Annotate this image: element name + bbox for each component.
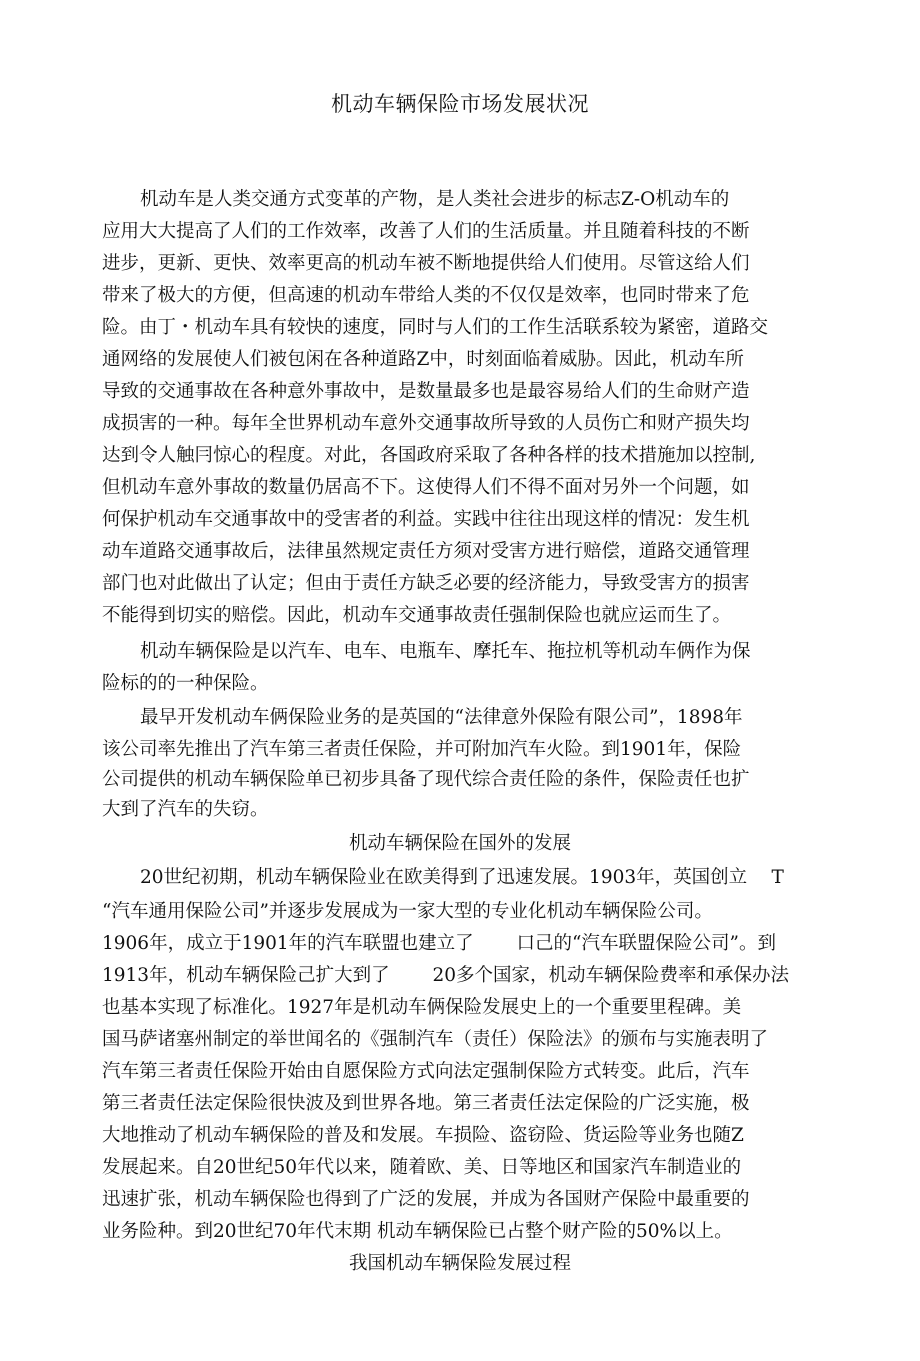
paragraph-line: 公司提供的机动车辆保险单已初步具备了现代综合责任险的条件，保险责任也扩 <box>102 769 750 790</box>
paragraph-line: 机动车辆保险是以汽车、电车、电瓶车、摩托车、拖拉机等机动车俩作为保 <box>140 641 751 662</box>
paragraph-line: 机动车是人类交通方式变革的产物，是人类社会进步的标志Z-O机动车的 <box>140 189 730 210</box>
paragraph-line: 达到令人触冃惊心的程度。对此，各国政府采取了各种各样的技术措施加以控制, <box>102 445 756 466</box>
paragraph-line: 导致的交通事故在各种意外事故中，是数量最多也是最容易给人们的生命财产造 <box>102 381 750 402</box>
document-title: 机动车辆保险市场发展状况 <box>331 92 589 116</box>
paragraph-line: 最早开发机动车俩保险业务的是英国的“法律意外保险有限公司”，1898年 <box>140 707 743 728</box>
paragraph-line: 该公司率先推出了汽车第三者责任保险，并可附加汽车火险。到1901年，保险 <box>102 739 742 760</box>
paragraph-line: 第三者责任法定保险很快波及到世界各地。第三者责任法定保险的广泛实施，极 <box>102 1093 750 1114</box>
paragraph-line: 20世纪初期，机动车辆保险业在欧美得到了迅速发展。1903年，英国创立 T <box>140 867 784 888</box>
paragraph-line: 汽车第三者责任保险开始由自愿保险方式向法定强制保险方式转变。此后，汽车 <box>102 1061 750 1082</box>
paragraph-line: 大到了汽车的失窃。 <box>102 799 269 820</box>
paragraph-line: 带来了极大的方便，但高速的机动车带给人类的不仅仅是效率，也同时带来了危 <box>102 285 750 306</box>
paragraph-line: 成损害的一种。每年全世界机动车意外交通事故所导致的人员伤亡和财产损失均 <box>102 413 750 434</box>
paragraph-line: 1906年，成立于1901年的汽车联盟也建立了 口己的“汽车联盟保险公司”。到 <box>102 933 776 954</box>
paragraph-line: 大地推动了机动车辆保险的普及和发展。车损险、盗窃险、货运险等业务也随Z <box>102 1125 744 1146</box>
paragraph-line: 国马萨诸塞州制定的举世闻名的《强制汽车（责任）保险法》的颁布与实施表明了 <box>102 1029 769 1050</box>
paragraph-line: 发展起来。自20世纪50年代以来，随着欧、美、日等地区和国家汽车制造业的 <box>102 1157 742 1178</box>
paragraph-line: “汽车通用保险公司”并逐步发展成为一家大型的专业化机动车辆保险公司。 <box>102 901 713 922</box>
paragraph-line: 也基本实现了标准化。1927年是机动车俩保险发展史上的一个重要里程碑。美 <box>102 997 742 1018</box>
paragraph-line: 动车道路交通事故后，法律虽然规定责任方须对受害方进行赔偿，道路交通管理 <box>102 541 750 562</box>
section-heading: 机动车辆保险在国外的发展 <box>348 833 571 854</box>
paragraph-line: 险。由丁・机动车具有较快的速度，同时与人们的工作生活联系较为紧密，道路交 <box>102 317 769 338</box>
section-heading: 我国机动车辆保险发展过程 <box>348 1253 571 1274</box>
paragraph-line: 部门也对此做出了认定；但由于责任方缺乏必要的经济能力，导致受害方的损害 <box>102 573 750 594</box>
paragraph-line: 通网络的发展使人们被包闲在各种道路Z中，时刻面临着威胁。因此，机动车所 <box>102 349 744 370</box>
paragraph-line: 应用大大提高了人们的工作效率，改善了人们的生活质量。并且随着科技的不断 <box>102 221 750 242</box>
paragraph-line: 不能得到切实的赔偿。因此，机动车交通事故责任强制保险也就应运而生了。 <box>102 605 732 626</box>
paragraph-line: 1913年，机动车辆保险己扩大到了 20多个国家，机动车辆保险费率和承保办法 <box>102 965 790 986</box>
paragraph-line: 险标的的一种保险。 <box>102 673 269 694</box>
paragraph-line: 何保护机动车交通事故中的受害者的利益。实践中往往出现这样的情况：发生机 <box>102 509 750 530</box>
paragraph-line: 进步，更新、更快、效率更高的机动车被不断地提供给人们使用。尽管这给人们 <box>102 253 750 274</box>
paragraph-line: 但机动车意外事故的数量仍居高不下。这使得人们不得不面对另外一个问题，如 <box>102 477 750 498</box>
paragraph-line: 迅速扩张，机动车辆保险也得到了广泛的发展，并成为各国财产保险中最重要的 <box>102 1189 750 1210</box>
paragraph-line: 业务险种。到20世纪70年代末期 机动车辆保险已占整个财产险的50%以上。 <box>102 1221 733 1242</box>
